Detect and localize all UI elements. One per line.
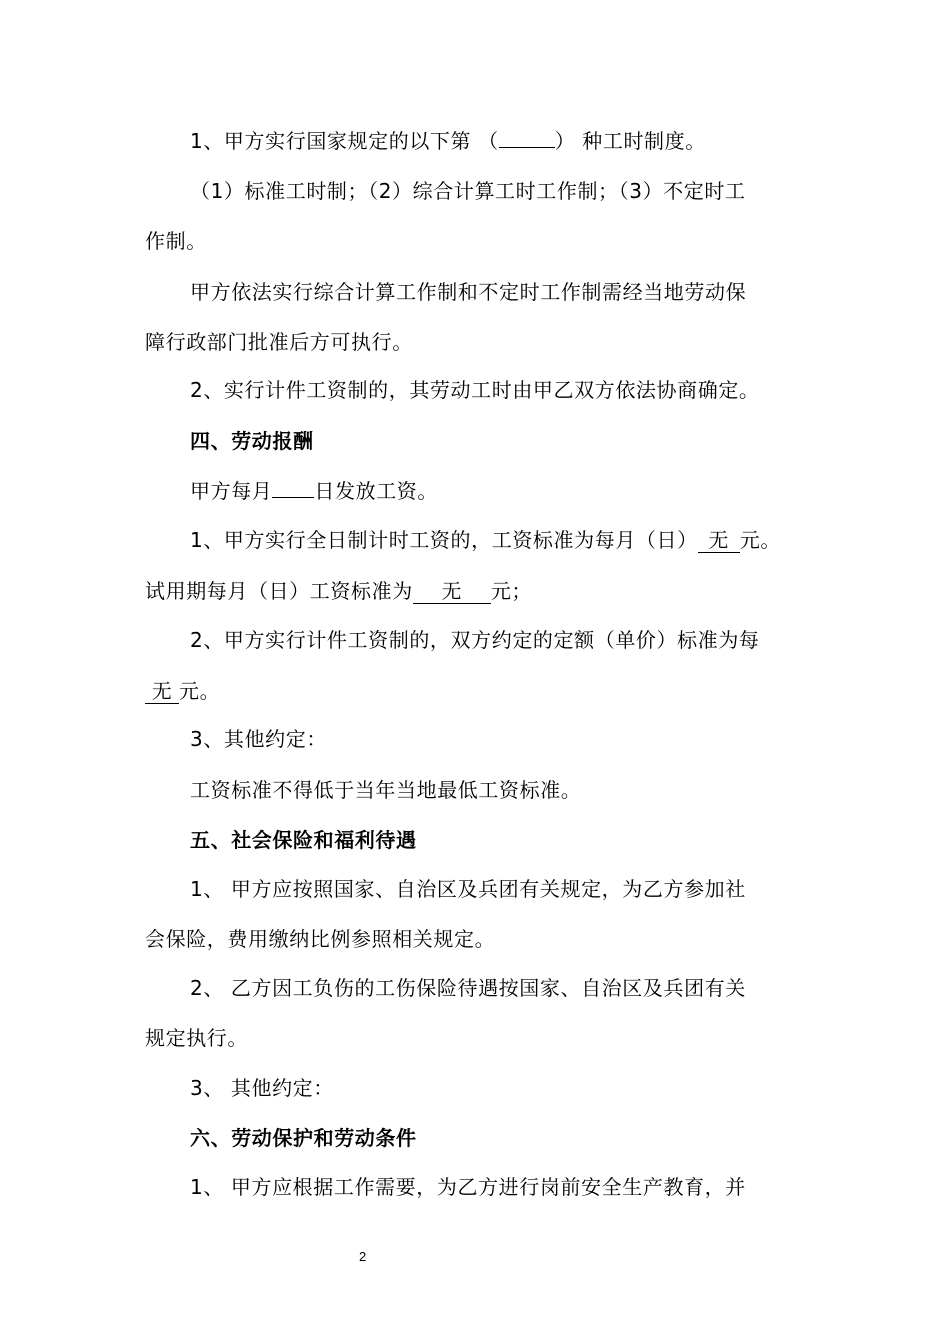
probation-wage-clause — [145, 577, 532, 605]
section-heading-remuneration: 四、劳动报酬 — [190, 429, 314, 453]
payday-post: 日发放工资。 — [314, 479, 439, 503]
piecework-wage-clause: 2、甲方实行计件工资制的，双方约定的定额（单价）标准为每 — [190, 628, 760, 652]
piecework-wage-post: 元。 — [179, 679, 221, 703]
social-insurance-clause: 1、 甲方应按照国家、自治区及兵团有关规定，为乙方参加社 — [190, 877, 746, 901]
work-hour-options: （1）标准工时制；（2）综合计算工时工作制；（3）不定时工 — [190, 179, 746, 203]
other-agreement-insurance: 3、 其他约定： — [190, 1076, 334, 1100]
social-insurance-clause-cont: 会保险，费用缴纳比例参照相关规定。 — [145, 927, 496, 951]
payday-pre: 甲方每月 — [190, 479, 273, 503]
piecework-wage-value: 无 — [145, 679, 179, 704]
section-heading-labor-protection: 六、劳动保护和劳动条件 — [190, 1126, 417, 1150]
piecework-hours-clause: 2、实行计件工资制的，其劳动工时由甲乙双方依法协商确定。 — [190, 378, 760, 402]
approval-note: 甲方依法实行综合计算工作制和不定时工作制需经当地劳动保 — [190, 280, 747, 304]
hourly-wage-clause — [190, 526, 781, 554]
hourly-wage-pre: 1、甲方实行全日制计时工资的，工资标准为每月（日） — [190, 528, 698, 552]
section-heading-social-insurance: 五、社会保险和福利待遇 — [190, 828, 417, 852]
piecework-wage-clause-cont — [145, 677, 220, 705]
approval-note-cont: 障行政部门批准后方可执行。 — [145, 330, 413, 354]
clause-work-hours-pre: 1、甲方实行国家规定的以下第 （ — [190, 129, 499, 153]
minimum-wage-note: 工资标准不得低于当年当地最低工资标准。 — [190, 778, 582, 802]
hourly-wage-post: 元。 — [739, 528, 781, 552]
probation-wage-value: 无 — [413, 579, 491, 604]
payday-clause — [190, 477, 438, 505]
injury-insurance-clause-cont: 规定执行。 — [145, 1026, 248, 1050]
other-agreement-wage: 3、其他约定： — [190, 727, 327, 751]
probation-wage-pre: 试用期每月（日）工资标准为 — [145, 579, 413, 603]
probation-wage-post: 元； — [490, 579, 533, 603]
blank-field — [272, 477, 314, 498]
injury-insurance-clause: 2、 乙方因工负伤的工伤保险待遇按国家、自治区及兵团有关 — [190, 976, 746, 1000]
page-number: 2 — [359, 1249, 367, 1264]
safety-education-clause: 1、 甲方应根据工作需要，为乙方进行岗前安全生产教育，并 — [190, 1175, 746, 1199]
blank-field — [499, 127, 555, 148]
clause-work-hours-post: ） 种工时制度。 — [554, 129, 706, 153]
hourly-wage-value: 无 — [698, 528, 740, 553]
work-hour-options-cont: 作制。 — [145, 229, 207, 253]
clause-work-hours — [190, 127, 706, 155]
